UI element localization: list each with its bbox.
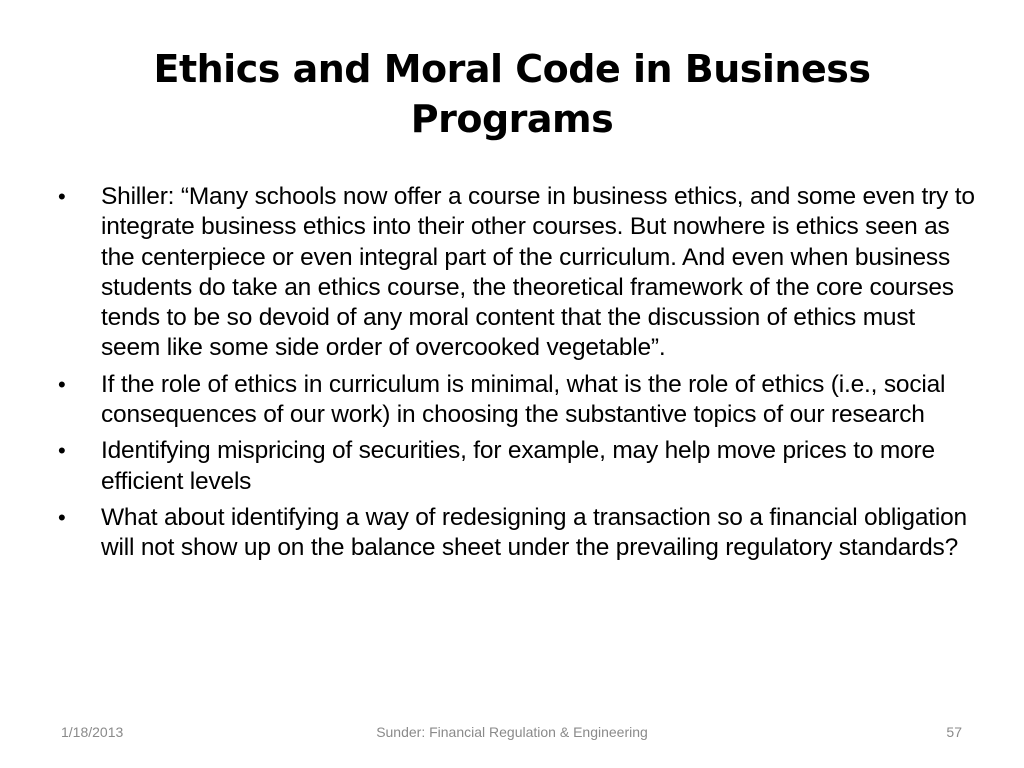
bullet-item (58, 370, 978, 431)
bullet-dot-icon: • (58, 184, 66, 209)
bullet-dot-icon: • (58, 438, 66, 464)
bullet-item (58, 503, 978, 564)
footer-date: 1/18/2013 (61, 724, 124, 740)
bullet-text: What about identifying a way of redesigning a transaction so a financial obligation will not show up on the balance sheet under the prevailing regulatory standards? (101, 503, 967, 562)
bullet-item (58, 182, 978, 364)
bullet-item (58, 436, 978, 497)
bullet-list (58, 182, 978, 570)
bullet-text: If the role of ethics in curriculum is minimal, what is the role of ethics (i.e., social consequences of our work) in choosing the substantive topics of our research (101, 370, 946, 429)
bullet-text: Shiller: “Many schools now offer a course in business ethics, and some even try to integrate business ethics into their other courses. But nowhere is ethics seen as the centerpiece or even integral part of the curriculum. And even when business students do take an ethics course, the theoretical framework of the core courses tends to be so devoid of any moral content that the discussion of ethics must seem like some side order of overcooked vegetable”. (101, 183, 975, 362)
page-number: 57 (946, 724, 962, 740)
bullet-dot-icon: • (58, 504, 66, 530)
bullet-text: Identifying mispricing of securities, for example, may help move prices to more efficient levels (101, 437, 935, 495)
footer-title: Sunder: Financial Regulation & Engineering (376, 724, 648, 740)
slide-title: Ethics and Moral Code in Business Programs (153, 47, 871, 141)
bullet-dot-icon: • (58, 371, 66, 397)
